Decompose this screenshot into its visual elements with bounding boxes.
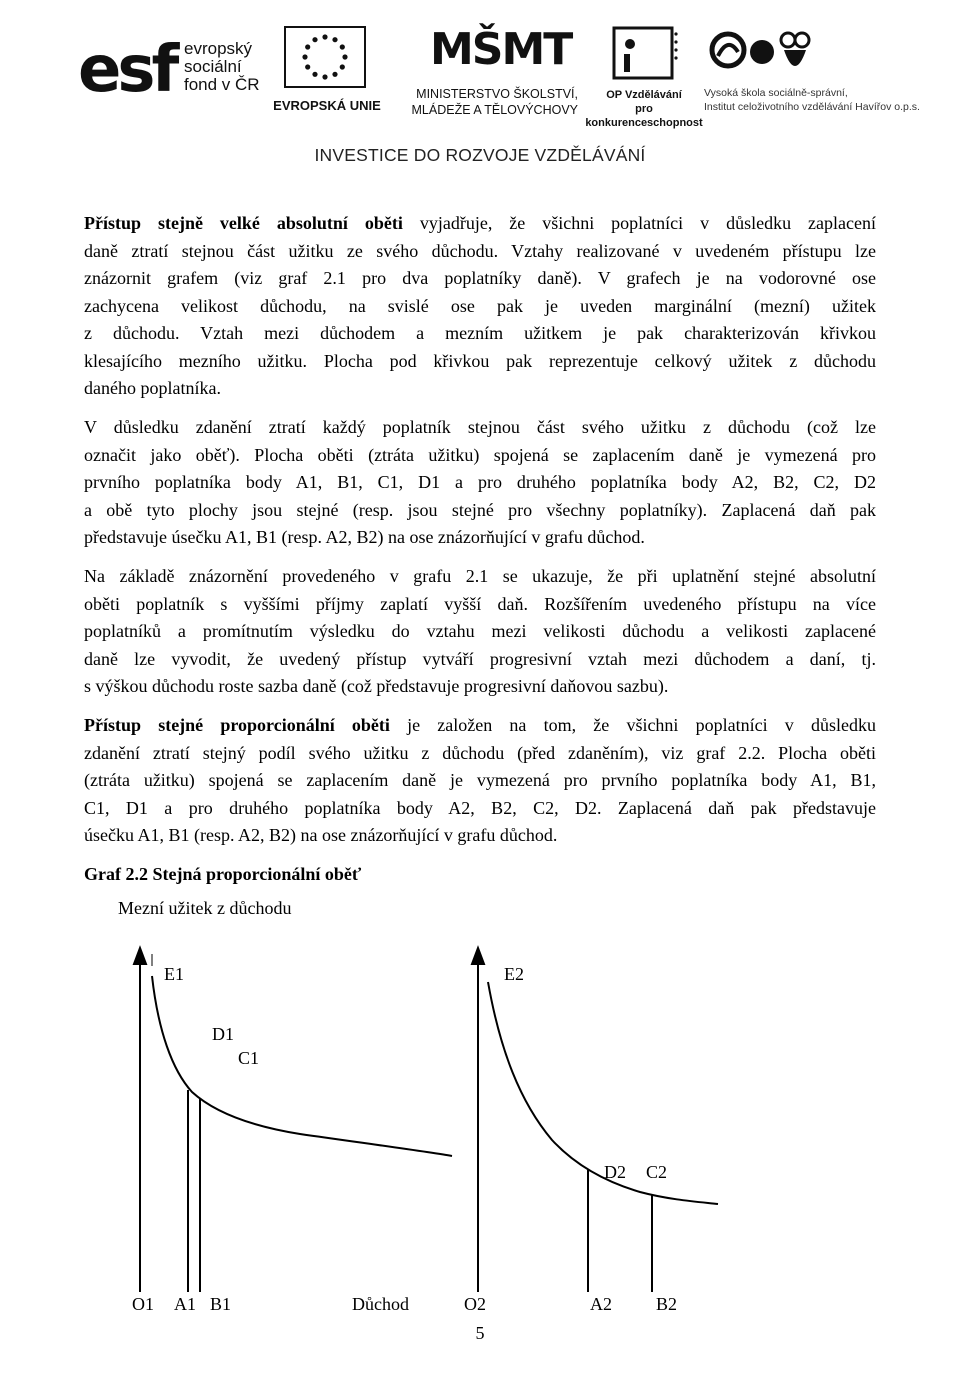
school-line: Institut celoživotního vzdělávání Havířov o.p.s. <box>704 101 920 113</box>
y-axis-2-arrow <box>472 948 484 964</box>
paragraph-line: představuje úsečku A1, B1 (resp. A2, B2) na ose znázorňující v grafu důchod. <box>84 527 645 547</box>
school-line: Vysoká škola sociálně-správní, <box>704 87 848 99</box>
term-bold: Přístup stejně velké absolutní oběti <box>84 213 403 233</box>
esf-line: sociální <box>184 57 242 76</box>
op-emblem-icon <box>584 24 704 88</box>
label-O2: O2 <box>464 1294 486 1314</box>
label-B1: B1 <box>210 1294 232 1314</box>
msmt-line: MLÁDEŽE A TĚLOVÝCHOVY <box>411 103 578 117</box>
paragraph-sacrifice-area <box>84 414 876 552</box>
label-B2: B2 <box>656 1294 678 1314</box>
eu-caption: EVROPSKÁ UNIE <box>273 98 381 113</box>
school-logo <box>704 26 924 118</box>
paragraph-proportional-sacrifice <box>84 712 876 850</box>
text-run: vyjadřuje, že všichni poplatníci v důsledku zaplacení <box>402 213 877 233</box>
header-logos <box>0 0 960 180</box>
paragraph-line: daného poplatníka. <box>84 378 221 398</box>
label-D1: D1 <box>212 1024 234 1044</box>
paragraph-progressive <box>84 563 876 701</box>
esf-mark: esf <box>78 33 176 107</box>
eu-flag-icon <box>284 26 366 88</box>
esf-line: evropský <box>184 39 253 58</box>
paragraph-line: klesajícího mezního užitku. Plocha pod křivkou pak reprezentuje celkový užitek z důchodu <box>84 350 876 371</box>
label-C1: C1 <box>238 1048 260 1068</box>
op-text <box>584 88 704 130</box>
marginal-utility-chart <box>0 930 960 1330</box>
utility-curve-2 <box>488 982 718 1204</box>
school-emblem-icon <box>704 26 924 84</box>
investice-slogan: INVESTICE DO ROZVOJE VZDĚLÁVÁNÍ <box>314 145 646 165</box>
school-text <box>704 86 924 114</box>
paragraph-line: Na základě znázornění provedeného v grafu 2.1 se ukazuje, že při uplatnění stejné absolutní <box>84 566 876 586</box>
label-C2: C2 <box>646 1162 668 1182</box>
y-axis-1-arrow <box>134 948 146 964</box>
paragraph-line <box>84 210 876 238</box>
paragraph-absolute-sacrifice <box>84 210 876 403</box>
paragraph-line: oběti poplatník s vyššími příjmy zaplatí vyšší daň. Rozšířením uvedeného přístupu na více <box>84 593 876 614</box>
paragraph-line: zdanění ztratí stejný podíl svého užitku z důchodu (před zdaněním), viz graf 2.2. Plocha oběti <box>84 742 876 763</box>
graph-title: Graf 2.2 Stejná proporcionální oběť <box>84 864 362 884</box>
eu-logo <box>268 26 386 118</box>
msmt-text <box>388 86 578 118</box>
paragraph-line: prvního poplatníka body A1, B1, C1, D1 a pro druhého poplatníka body A2, B2, C2, D2 <box>84 472 876 492</box>
paragraph-line: znázornit grafem (viz graf 2.1 pro dva poplatníky daně). V grafech je na vodorovné ose <box>84 268 876 288</box>
label-D2: D2 <box>604 1162 626 1182</box>
label-E2: E2 <box>504 964 524 984</box>
esf-logo <box>78 26 268 116</box>
paragraph-line: V důsledku zdanění ztratí každý poplatník stejnou část svého užitku z důchodu (což lze <box>84 417 876 437</box>
label-O1: O1 <box>132 1294 154 1314</box>
paragraph-line: daně lze vyvodit, že uvedený přístup vytváří progresivní vztah mezi důchodem a daní, tj. <box>84 648 876 669</box>
label-A1: A1 <box>174 1294 196 1314</box>
msmt-logo <box>388 24 578 120</box>
paragraph-line: a obě tyto plochy jsou stejné (resp. jsou stejné pro všechny poplatníky). Zaplacená daň pak <box>84 499 876 520</box>
term-bold: Přístup stejné proporcionální oběti <box>84 715 390 735</box>
x-axis-label: Důchod <box>352 1294 409 1314</box>
esf-text <box>184 40 260 94</box>
paragraph-line: poplatníků a promítnutím výsledku do vztahu mezi velikosti důchodu a velikosti zaplacené <box>84 621 876 641</box>
y-axis-label: Mezní užitek z důchodu <box>118 898 292 918</box>
paragraph-line <box>84 712 876 740</box>
eu-stars-icon <box>286 28 364 86</box>
op-line: pro konkurenceschopnost <box>585 103 703 129</box>
paragraph-line: úsečku A1, B1 (resp. A2, B2) na ose znázorňující v grafu důchod. <box>84 825 558 845</box>
utility-curve-1 <box>152 976 452 1156</box>
paragraph-line: označit jako oběť). Plocha oběti (ztráta užitku) spojená se zaplacením daně je vymezená pro <box>84 444 876 465</box>
text-run: je založen na tom, že všichni poplatníci v důsledku <box>389 715 876 735</box>
esf-line: fond v ČR <box>184 75 260 94</box>
label-A2: A2 <box>590 1294 612 1314</box>
paragraph-line: C1, D1 a pro druhého poplatníka body A2, B2, C2, D2. Zaplacená daň pak představuje <box>84 797 876 818</box>
paragraph-line: (ztráta užitku) spojená se zaplacením daně je vymezená pro prvního poplatníka body A1, B1, <box>84 770 876 790</box>
msmt-mark: MŠMT <box>430 24 572 75</box>
paragraph-line: s výškou důchodu roste sazba daně (což představuje progresivní daňovou sazbu). <box>84 676 669 696</box>
paragraph-line: daně ztratí stejnou část užitku ze svého důchodu. Vztahy realizované v uvedeném přístupu lze <box>84 240 876 261</box>
label-E1: E1 <box>164 964 184 984</box>
paragraph-line: z důchodu. Vztah mezi důchodem a mezním užitkem je pak charakterizován křivkou <box>84 323 876 343</box>
op-line: OP Vzdělávání <box>606 89 682 101</box>
page-number: 5 <box>475 1323 485 1343</box>
msmt-line: MINISTERSTVO ŠKOLSTVÍ, <box>416 87 578 101</box>
op-logo <box>584 24 704 129</box>
paragraph-line: zachycena velikost důchodu, na svislé ose pak je uveden marginální (mezní) užitek <box>84 295 876 316</box>
